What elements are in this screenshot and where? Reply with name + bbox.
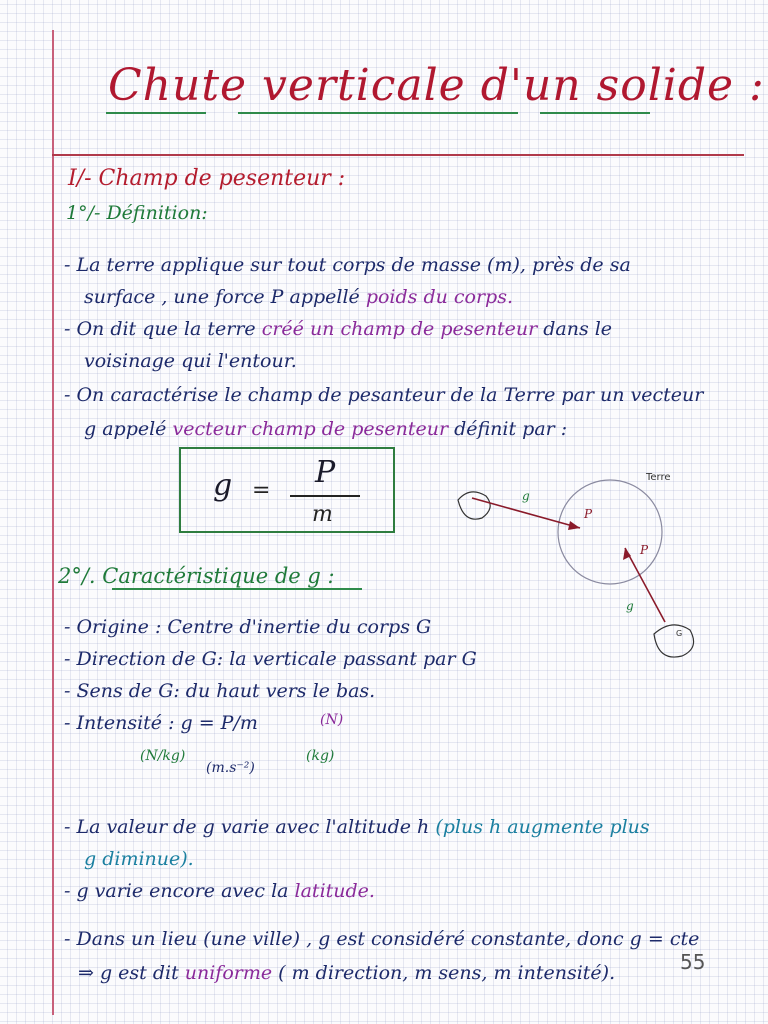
page-title: Chute verticale d'un solide :	[108, 60, 765, 111]
title-underline	[106, 112, 206, 114]
earth-circle	[558, 480, 662, 584]
formula-box	[179, 447, 395, 533]
characteristic-item: - Sens de G: du haut vers le bas.	[64, 680, 376, 702]
text-line: g appelé vecteur champ de pesenteur définit par :	[84, 418, 568, 440]
text-line: - La valeur de g varie avec l'altitude h (plus h augmente plus	[64, 816, 650, 838]
gravity-field-diagram	[450, 470, 740, 670]
arrow-head	[568, 521, 580, 530]
subheading-definition: 1°/- Définition:	[66, 202, 208, 224]
title-underline	[238, 112, 518, 114]
text-line: surface , une force P appellé poids du corps.	[84, 286, 514, 308]
body-left	[458, 492, 490, 519]
text-line: ⇒ g est dit uniforme ( m direction, m sens, m intensité).	[78, 962, 616, 984]
formula-equals: =	[252, 478, 271, 503]
unit-label: (m.s⁻²)	[206, 760, 255, 776]
characteristic-item: - Origine : Centre d'inertie du corps G	[64, 616, 432, 638]
text-line: g diminue).	[84, 848, 194, 870]
header-line	[52, 154, 744, 156]
body-label: G	[676, 629, 683, 638]
fraction-bar	[290, 495, 360, 497]
text-line: - On caractérise le champ de pesanteur de la Terre par un vecteur	[64, 384, 704, 406]
formula-numerator: P	[315, 455, 336, 490]
page-number: 55	[680, 950, 706, 974]
unit-label: (kg)	[306, 748, 335, 764]
unit-label: (N)	[320, 712, 344, 728]
formula-denominator: m	[312, 502, 333, 527]
g-label: g	[522, 489, 530, 503]
text-line: - On dit que la terre créé un champ de pesenteur dans le	[64, 318, 613, 340]
g-label: g	[626, 599, 634, 613]
text-line: voisinage qui l'entour.	[84, 350, 297, 372]
characteristic-item: - Intensité : g = P/m	[64, 712, 258, 734]
text-line: - La terre applique sur tout corps de masse (m), près de sa	[64, 254, 631, 276]
text-line: - g varie encore avec la latitude.	[64, 880, 375, 902]
formula-lhs: g	[213, 468, 233, 503]
p-label: P	[584, 507, 593, 521]
text-line: - Dans un lieu (une ville) , g est considéré constante, donc g = cte	[64, 928, 700, 950]
characteristic-item: - Direction de G: la verticale passant par G	[64, 648, 477, 670]
section-heading-2: 2°/. Caractéristique de g :	[58, 564, 335, 588]
body-right	[654, 625, 694, 657]
earth-label: Terre	[646, 472, 671, 483]
section-heading-1: I/- Champ de pesenteur :	[68, 166, 346, 191]
p-label: P	[640, 543, 649, 557]
margin-line	[52, 30, 54, 1015]
heading-underline	[112, 588, 362, 590]
unit-label: (N/kg)	[140, 748, 186, 764]
title-underline	[540, 112, 650, 114]
